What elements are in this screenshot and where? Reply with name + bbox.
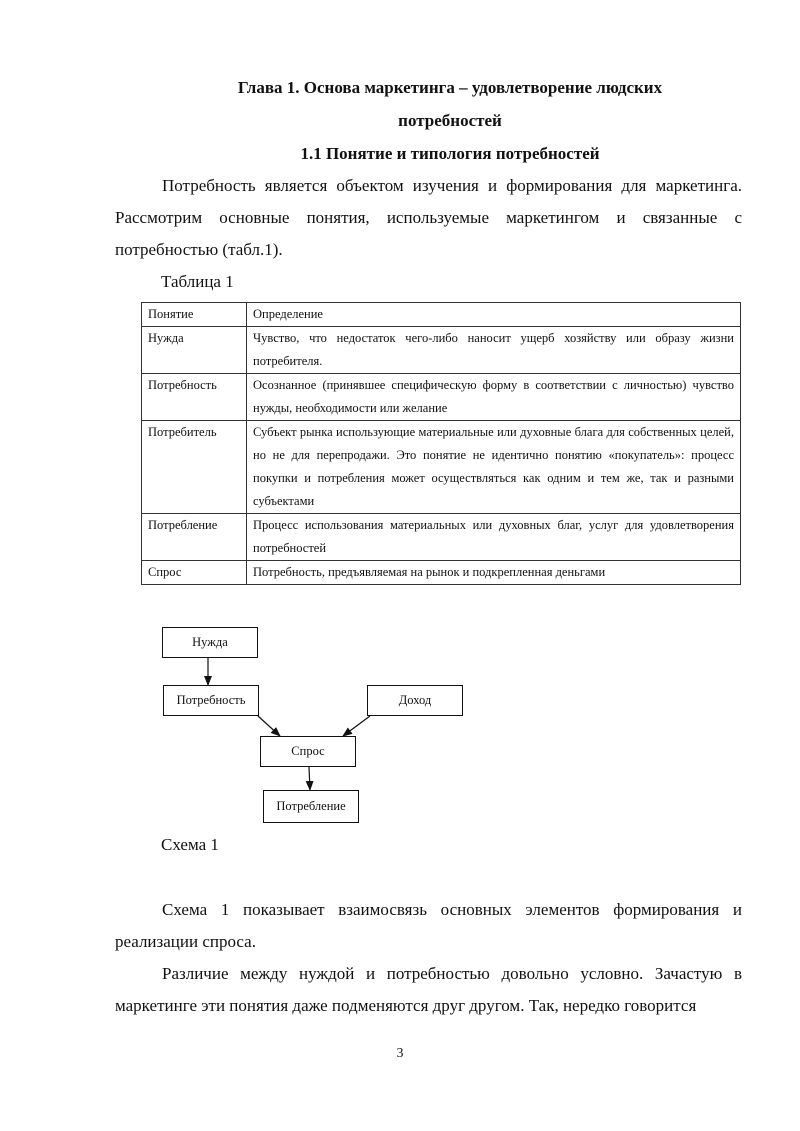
node-income: Доход xyxy=(367,685,463,716)
arrow-demand-to-consumption xyxy=(309,767,310,790)
table-cell-term: Нужда xyxy=(142,327,247,374)
section-title: 1.1 Понятие и типология потребностей xyxy=(300,144,600,163)
arrow-income-to-demand xyxy=(343,716,370,736)
table-cell-term: Потребность xyxy=(142,374,247,421)
table-cell-term: Потребитель xyxy=(142,421,247,514)
table-cell-definition: Процесс использования материальных или духовных благ, услуг для удовлетворения потребностей xyxy=(247,514,741,561)
column-header-term: Понятие xyxy=(142,303,247,327)
table-cell-definition: Потребность, предъявляемая на рынок и подкрепленная деньгами xyxy=(247,561,741,585)
table-cell-term: Спрос xyxy=(142,561,247,585)
node-want: Потребность xyxy=(163,685,259,716)
column-header-definition: Определение xyxy=(247,303,741,327)
table-caption: Таблица 1 xyxy=(161,272,234,291)
table-cell-definition: Субъект рынка использующие материальные или духовные блага для собственных целей, но не для перепродажи. Это понятие не идентично понятию «покупатель»: процесс покупки и потребления может осуществляться как одним и тем же, так и разными субъектами xyxy=(247,421,741,514)
node-need: Нужда xyxy=(162,627,258,658)
page-number: 3 xyxy=(396,1046,404,1061)
chapter-title-line1: Глава 1. Основа маркетинга – удовлетворение людских xyxy=(237,78,663,97)
table-cell-term: Потребление xyxy=(142,514,247,561)
node-demand: Спрос xyxy=(260,736,356,767)
table-cell-definition: Чувство, что недостаток чего-либо наносит ущерб хозяйству или образу жизни потребителя. xyxy=(247,327,741,374)
arrow-want-to-demand xyxy=(258,716,280,736)
table-cell-definition: Осознанное (принявшее специфическую форму в соответствии с личностью) чувство нужды, необходимости или желание xyxy=(247,374,741,421)
paragraph-diagram-description: Схема 1 показывает взаимосвязь основных элементов формирования и реализации спроса. xyxy=(115,900,742,951)
paragraph-need-vs-want: Различие между нуждой и потребностью довольно условно. Зачастую в маркетинге эти понятия даже подменяются друг другом. Так, нередко говорится xyxy=(115,964,742,1015)
node-consumption: Потребление xyxy=(263,790,359,823)
intro-paragraph: Потребность является объектом изучения и формирования для маркетинга. Рассмотрим основные понятия, используемые маркетингом и связанные с потребностью (табл.1). xyxy=(115,176,742,259)
diagram-caption: Схема 1 xyxy=(161,835,219,854)
chapter-title-line2: потребностей xyxy=(398,111,502,130)
